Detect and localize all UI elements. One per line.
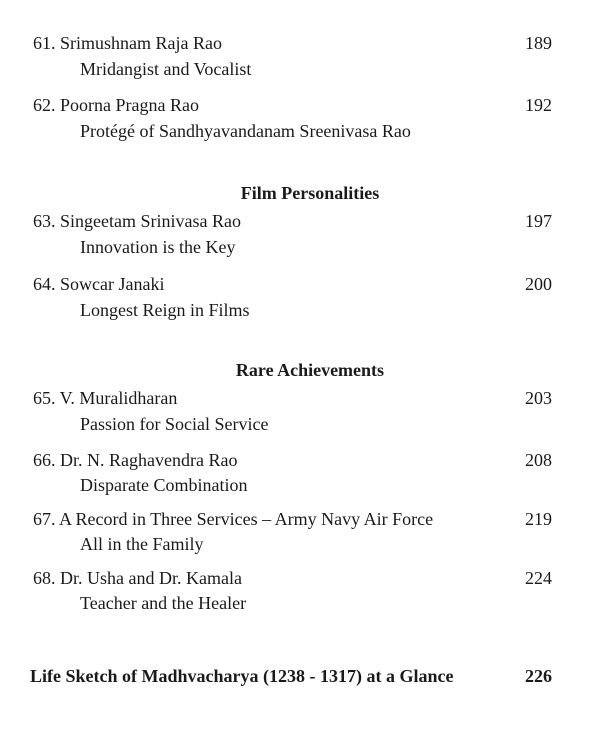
entry-page-number: 189 — [525, 33, 552, 53]
entry-title: 64. Sowcar Janaki — [33, 274, 165, 294]
entry-page-number: 197 — [525, 211, 552, 231]
entry-subtitle: Passion for Social Service — [80, 414, 269, 434]
entry-page-number: 226 — [525, 666, 552, 686]
entry-title: 65. V. Muralidharan — [33, 388, 178, 408]
entry-subtitle: Disparate Combination — [80, 475, 248, 495]
entry-subtitle: Longest Reign in Films — [80, 300, 250, 320]
section-heading-rare: Rare Achievements — [235, 360, 385, 380]
entry-title: 66. Dr. N. Raghavendra Rao — [33, 450, 238, 470]
entry-subtitle: Mridangist and Vocalist — [80, 59, 252, 79]
entry-title: Life Sketch of Madhvacharya (1238 - 1317) at a Glance — [30, 666, 454, 686]
entry-page-number: 203 — [525, 388, 552, 408]
entry-page-number: 200 — [525, 274, 552, 294]
entry-page-number: 219 — [525, 509, 552, 529]
entry-page-number: 208 — [525, 450, 552, 470]
entry-subtitle: All in the Family — [80, 534, 204, 554]
entry-subtitle: Innovation is the Key — [80, 237, 236, 257]
entry-title: 67. A Record in Three Services – Army Navy Air Force — [33, 509, 434, 529]
entry-subtitle: Teacher and the Healer — [80, 593, 247, 613]
section-heading-film: Film Personalities — [240, 183, 380, 203]
entry-title: 63. Singeetam Srinivasa Rao — [33, 211, 241, 231]
entry-title: 62. Poorna Pragna Rao — [33, 95, 199, 115]
entry-title: 68. Dr. Usha and Dr. Kamala — [33, 568, 242, 588]
entry-subtitle: Protégé of Sandhyavandanam Sreenivasa Rao — [80, 121, 411, 141]
entry-page-number: 192 — [525, 95, 552, 115]
entry-page-number: 224 — [525, 568, 552, 588]
entry-title: 61. Srimushnam Raja Rao — [33, 33, 222, 53]
